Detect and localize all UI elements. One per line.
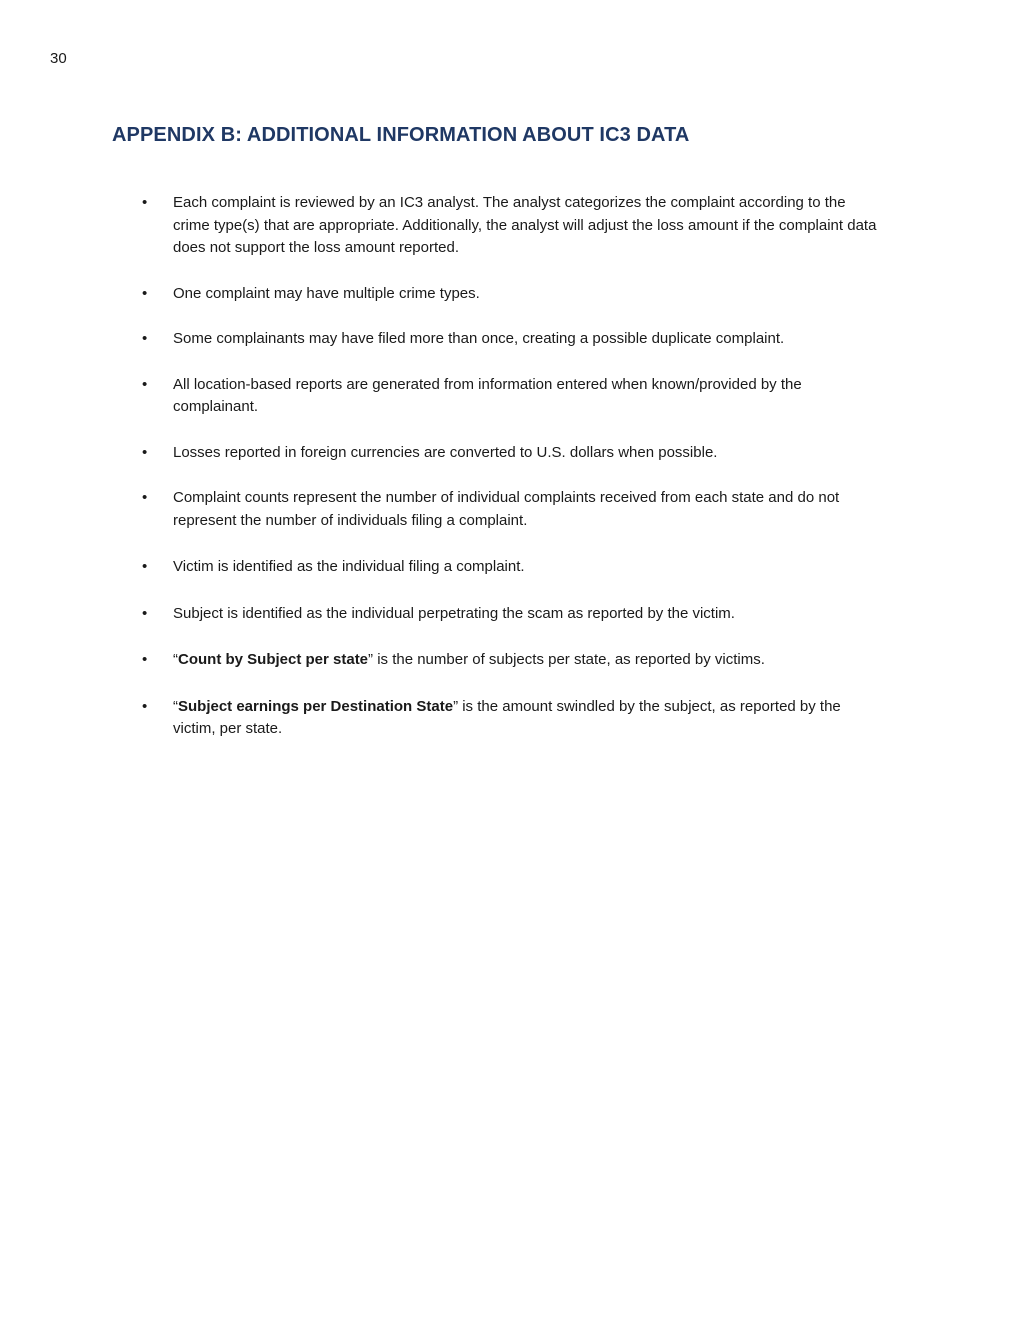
list-item [142,374,882,419]
list-item-text: Subject is identified as the individual perpetrating the scam as reported by the victim. [173,604,735,622]
bullet-icon: • [142,194,148,211]
list-item-text: Losses reported in foreign currencies are converted to U.S. dollars when possible. [173,443,718,461]
bullet-icon: • [142,284,148,302]
bullet-icon: • [142,375,148,393]
list-item [142,442,882,465]
list-item [142,603,882,626]
list-item [142,328,882,351]
list-item [142,487,882,532]
list-item-text: ” is the number of subjects per state, as reported by victims. [368,651,765,668]
bullet-icon: • [142,604,148,622]
list-item [142,556,882,579]
list-item-text: ” is the amount swindled by the subject, as reported by the victim, per state. [173,697,841,737]
list-item [142,649,882,672]
term-count-by-subject: Count by Subject per state [178,651,369,668]
term-subject-earnings: Subject earnings per Destination State [178,697,454,715]
list-item-text: One complaint may have multiple crime types. [173,284,480,302]
bullet-icon: • [142,558,148,575]
open-quote: “ [173,651,178,668]
list-item-text: Victim is identified as the individual filing a complaint. [173,558,525,575]
bullet-icon: • [142,697,148,715]
bullet-icon: • [142,443,148,461]
bullet-list [142,192,882,764]
list-item-text: Some complainants may have filed more than once, creating a possible duplicate complaint. [173,330,785,347]
bullet-icon: • [142,489,148,506]
list-item-text: Complaint counts represent the number of individual complaints received from each state and do not represent the number of individuals filing a complaint. [173,489,840,529]
open-quote: “ [173,697,178,715]
list-item-text: All location-based reports are generated from information entered when known/provided by the complainant. [173,375,802,415]
bullet-icon: • [142,330,148,347]
list-item-text: Each complaint is reviewed by an IC3 analyst. The analyst categorizes the complaint according to the crime type(s) that are appropriate. Additionally, the analyst will adjust the loss amount if the complaint data does not support the loss amount reported. [173,194,877,256]
list-item [142,283,882,306]
list-item [142,696,882,741]
bullet-icon: • [142,651,148,668]
page-number: 30 [50,50,67,67]
list-item [142,192,882,260]
page-title: APPENDIX B: ADDITIONAL INFORMATION ABOUT IC3 DATA [112,124,690,146]
